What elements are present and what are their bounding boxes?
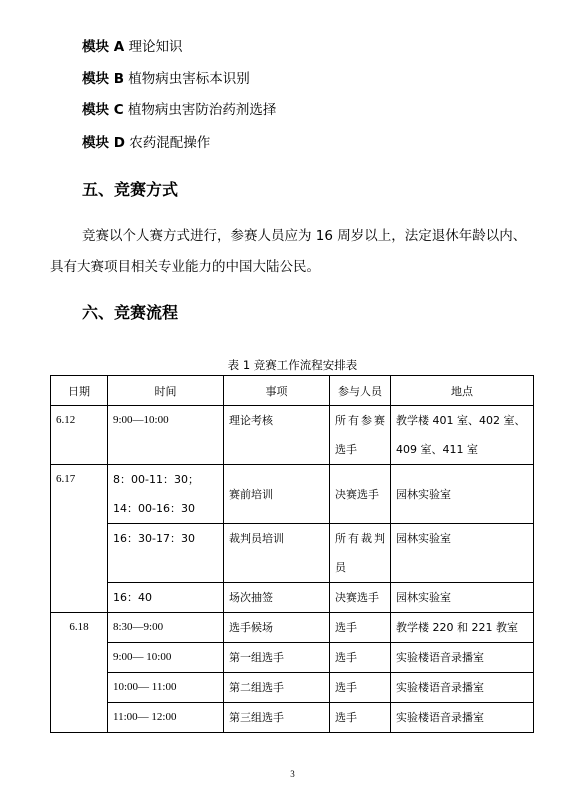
- header-time: 时间: [108, 376, 224, 406]
- people-cell: 选手: [330, 673, 391, 703]
- place-cell: 实验楼语音录播室: [391, 673, 534, 703]
- table-row: [51, 613, 534, 643]
- table-row: [51, 465, 534, 524]
- place-cell: 园林实验室: [391, 524, 534, 583]
- time-cell: 9:00— 10:00: [108, 643, 224, 673]
- people-cell: 选手: [330, 613, 391, 643]
- item-cell: 场次抽签: [224, 583, 330, 613]
- table-row: [51, 583, 534, 613]
- workflow-table: [50, 375, 534, 733]
- table-row: [51, 703, 534, 733]
- item-cell: 裁判员培训: [224, 524, 330, 583]
- place-cell: 实验楼语音录播室: [391, 703, 534, 733]
- module-a-prefix: 模块 A: [82, 39, 125, 55]
- table-row: [51, 643, 534, 673]
- header-people: 参与人员: [330, 376, 391, 406]
- time-cell: 9:00—10:00: [108, 406, 224, 465]
- module-c-prefix: 模块 C: [82, 102, 124, 118]
- people-cell: 选手: [330, 643, 391, 673]
- table-row: [51, 524, 534, 583]
- section-5-heading: 五、竞赛方式: [82, 180, 179, 199]
- module-d-text: 农药混配操作: [129, 135, 211, 151]
- people-cell: 所有裁判 员: [330, 524, 391, 583]
- item-cell: 理论考核: [224, 406, 330, 465]
- place-cell: 实验楼语音录播室: [391, 643, 534, 673]
- section-6-heading: 六、竞赛流程: [82, 303, 179, 322]
- module-b-text: 植物病虫害标本识别: [128, 71, 250, 87]
- time-cell: 16：30-17：30: [108, 524, 224, 583]
- time-cell: 16：40: [108, 583, 224, 613]
- people-cell: 决赛选手: [330, 583, 391, 613]
- module-c-text: 植物病虫害防治药剂选择: [127, 102, 277, 118]
- date-cell: 6.18: [51, 613, 108, 733]
- module-c: [82, 101, 276, 119]
- table-caption: 表 1 竞赛工作流程安排表: [227, 358, 358, 372]
- table-row: [51, 406, 534, 465]
- time-cell: 11:00— 12:00: [108, 703, 224, 733]
- item-cell: 赛前培训: [224, 465, 330, 524]
- page-number: 3: [290, 769, 295, 779]
- section-5-para-line-1: 竞赛以个人赛方式进行，参赛人员应为 16 周岁以上，法定退休年龄以内、: [82, 228, 527, 244]
- table-row: [51, 673, 534, 703]
- header-place: 地点: [391, 376, 534, 406]
- table-header-row: [51, 376, 534, 406]
- people-cell: 决赛选手: [330, 465, 391, 524]
- item-cell: 第二组选手: [224, 673, 330, 703]
- header-item: 事项: [224, 376, 330, 406]
- module-d: [82, 134, 210, 152]
- header-date: 日期: [51, 376, 108, 406]
- item-cell: 第三组选手: [224, 703, 330, 733]
- item-cell: 选手候场: [224, 613, 330, 643]
- time-cell: 10:00— 11:00: [108, 673, 224, 703]
- place-cell: 园林实验室: [391, 465, 534, 524]
- date-cell: 6.17: [51, 465, 108, 613]
- module-b: [82, 70, 250, 88]
- module-b-prefix: 模块 B: [82, 71, 124, 87]
- people-cell: 选手: [330, 703, 391, 733]
- module-a-text: 理论知识: [128, 39, 183, 55]
- place-cell: 教学楼 401 室、402 室、 409 室、411 室: [391, 406, 534, 465]
- people-cell: 所有参赛 选手: [330, 406, 391, 465]
- place-cell: 教学楼 220 和 221 教室: [391, 613, 534, 643]
- date-cell: 6.12: [51, 406, 108, 465]
- time-cell: 8:30—9:00: [108, 613, 224, 643]
- module-d-prefix: 模块 D: [82, 135, 125, 151]
- section-5-para-line-2: 具有大赛项目相关专业能力的中国大陆公民。: [50, 259, 320, 275]
- item-cell: 第一组选手: [224, 643, 330, 673]
- place-cell: 园林实验室: [391, 583, 534, 613]
- time-cell: 8：00-11：30； 14：00-16：30: [108, 465, 224, 524]
- module-a: [82, 38, 182, 56]
